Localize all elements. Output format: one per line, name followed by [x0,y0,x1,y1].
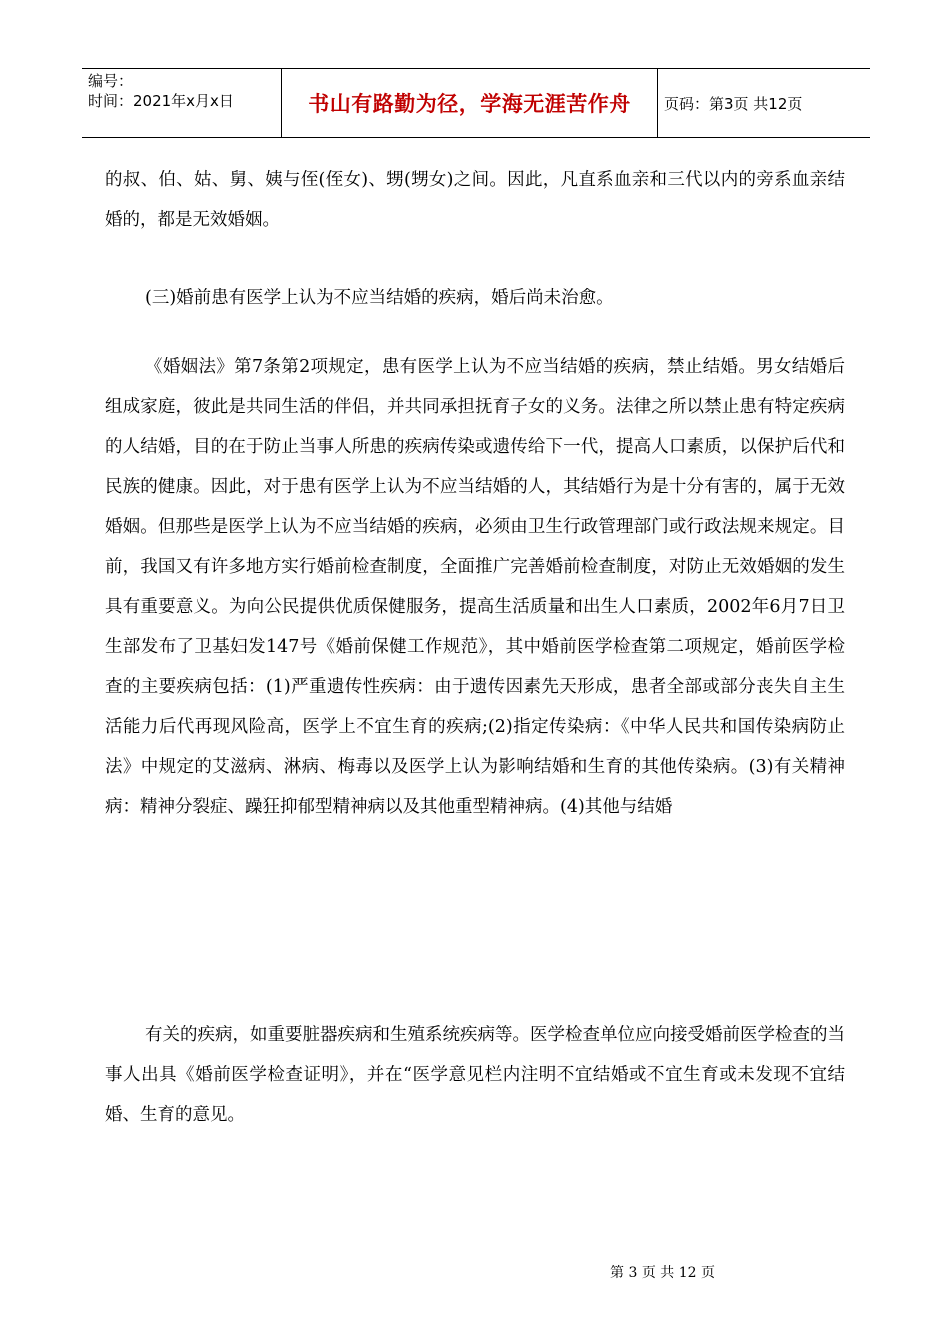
page-footer: 第 3 页 共 12 页 [610,1265,715,1281]
header-info-cell [82,69,282,137]
header-motto: 书山有路勤为径，学海无涯苦作舟 [282,69,658,137]
paragraph-1: 的叔、伯、姑、舅、姨与侄(侄女)、甥(甥女)之间。因此，凡直系血亲和三代以内的旁系血亲结婚的，都是无效婚姻。 [105,170,845,230]
paragraph-3: 《婚姻法》第7条第2项规定，患有医学上认为不应当结婚的疾病，禁止结婚。男女结婚后组成家庭，彼此是共同生活的伴侣，并共同承担抚育子女的义务。法律之所以禁止患有特定疾病的人结婚，目的在于防止当事人所患的疾病传染或遗传给下一代，提高人口素质，以保护后代和民族的健康。因此，对于患有医学上认为不应当结婚的人，其结婚行为是十分有害的，属于无效婚姻。但那些是医学上认为不应当结婚的疾病，必须由卫生行政管理部门或行政法规来规定。目前，我国又有许多地方实行婚前检查制度，全面推广完善婚前检查制度，对防止无效婚姻的发生具有重要意义。为向公民提供优质保健服务，提高生活质量和出生人口素质，2002年6月7日卫生部发布了卫基妇发147号《婚前保健工作规范》，其中婚前医学检查第二项规定，婚前医学检查的主要疾病包括：(1)严重遗传性疾病：由于遗传因素先天形成，患者全部或部分丧失自主生活能力后代再现风险高，医学上不宜生育的疾病;(2)指定传染病：《中华人民共和国传染病防止法》中规定的艾滋病、淋病、梅毒以及医学上认为影响结婚和生育的其他传染病。(3)有关精神病：精神分裂症、躁狂抑郁型精神病以及其他重型精神病。(4)其他与结婚 [105,357,845,817]
document-number-label: 编号： [88,72,134,90]
paragraph-4: 有关的疾病，如重要脏器疾病和生殖系统疾病等。医学检查单位应向接受婚前医学检查的当事人出具《婚前医学检查证明》，并在“医学意见栏内注明不宜结婚或不宜生育或未发现不宜结婚、生育的意见。 [105,1025,845,1125]
page-header [82,68,870,138]
paragraph-2: (三)婚前患有医学上认为不应当结婚的疾病，婚后尚未治愈。 [145,288,614,308]
document-date-label: 时间：2021年x月x日 [88,92,234,110]
header-page-label: 页码：第3页 共12页 [664,94,803,113]
